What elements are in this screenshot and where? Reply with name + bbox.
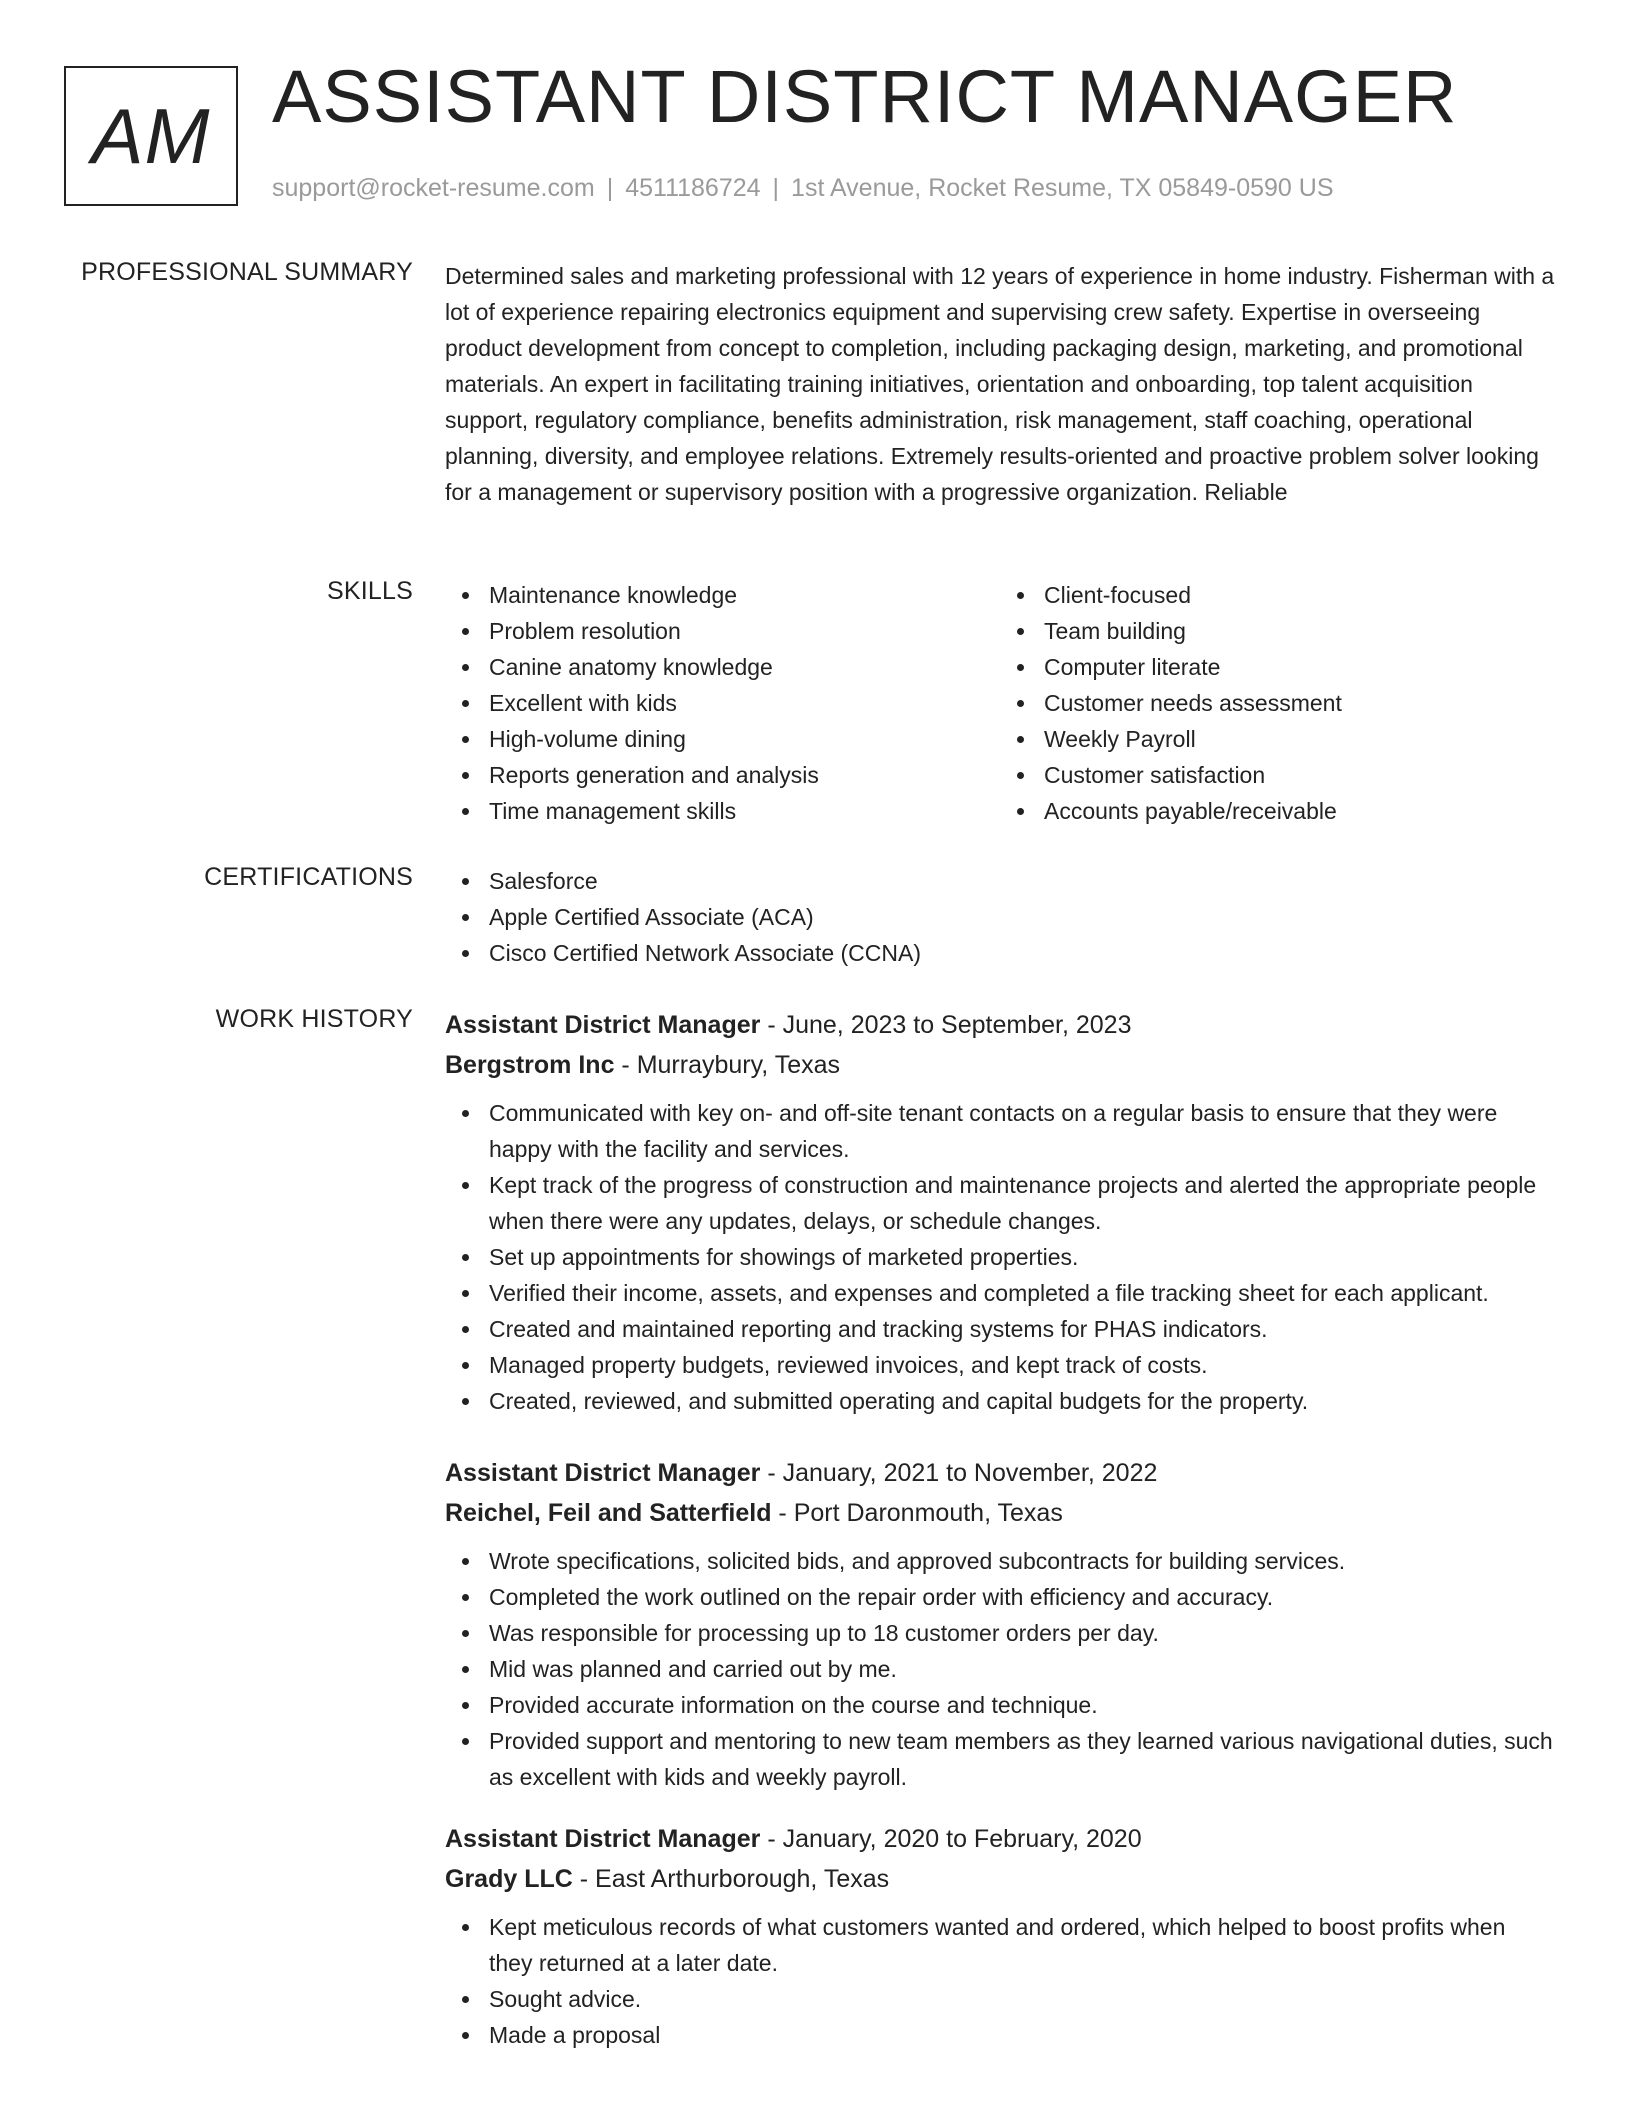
job-duty: Created, reviewed, and submitted operating and capital budgets for the property.	[489, 1383, 1555, 1419]
summary-text: Determined sales and marketing professional with 12 years of experience in home industry. Fisherman with a lot of experience repairing electronics equipment and supervising crew safety. Expertise in overseeing product development from concept to completion, including packaging design, marketing, and promotional materials. An expert in facilitating training initiatives, orientation and onboarding, top talent acquisition support, regulatory compliance, benefits administration, risk management, staff coaching, operational planning, diversity, and employee relations. Extremely results-oriented and proactive problem solver looking for a management or supervisory position with a progressive organization. Reliable	[445, 263, 1555, 505]
skill-item: Computer literate	[1044, 649, 1555, 685]
job-duty: Set up appointments for showings of marketed properties.	[489, 1239, 1555, 1275]
job-company-line	[445, 1859, 1555, 1899]
summary-heading: PROFESSIONAL SUMMARY	[81, 258, 413, 286]
job-duty: Created and maintained reporting and tracking systems for PHAS indicators.	[489, 1311, 1555, 1347]
skill-item: Customer satisfaction	[1044, 757, 1555, 793]
skill-item: Problem resolution	[489, 613, 1000, 649]
skill-item: Client-focused	[1044, 577, 1555, 613]
work-history-heading: WORK HISTORY	[215, 1005, 413, 1033]
resume-title: ASSISTANT DISTRICT MANAGER	[272, 55, 1458, 138]
job-duty: Managed property budgets, reviewed invoices, and kept track of costs.	[489, 1347, 1555, 1383]
job-entry	[445, 1005, 1555, 1419]
summary-body	[445, 258, 1555, 510]
skill-item: Time management skills	[489, 793, 1000, 829]
job-company-line	[445, 1493, 1555, 1533]
skill-item: Maintenance knowledge	[489, 577, 1000, 613]
job-entry	[445, 1453, 1555, 1795]
job-location: - East Arthurborough, Texas	[572, 1865, 890, 1893]
skill-item: Excellent with kids	[489, 685, 1000, 721]
job-title: Assistant District Manager	[445, 1011, 761, 1039]
job-duties-list	[445, 1543, 1555, 1795]
job-duty: Sought advice.	[489, 1981, 1555, 2017]
job-dates: - January, 2021 to November, 2022	[760, 1459, 1158, 1487]
skill-item: High-volume dining	[489, 721, 1000, 757]
skill-item: Weekly Payroll	[1044, 721, 1555, 757]
certification-item: Apple Certified Associate (ACA)	[489, 899, 1555, 935]
skills-body	[445, 577, 1555, 829]
certifications-body	[445, 863, 1555, 971]
certifications-list	[445, 863, 1555, 971]
job-duties-list	[445, 1909, 1555, 2053]
job-duty: Provided support and mentoring to new team members as they learned various navigational duties, such as excellent with kids and weekly payroll.	[489, 1723, 1555, 1795]
skill-item: Customer needs assessment	[1044, 685, 1555, 721]
certification-item: Cisco Certified Network Associate (CCNA)	[489, 935, 1555, 971]
job-dates: - January, 2020 to February, 2020	[760, 1825, 1142, 1853]
contact-email[interactable]: support@rocket-resume.com	[272, 174, 595, 202]
job-entry	[445, 1819, 1555, 2053]
job-duty: Completed the work outlined on the repair order with efficiency and accuracy.	[489, 1579, 1555, 1615]
monogram-box: AM	[64, 66, 238, 206]
skill-item: Accounts payable/receivable	[1044, 793, 1555, 829]
contact-line	[272, 174, 1334, 203]
job-title-line	[445, 1819, 1555, 1859]
contact-separator: |	[606, 174, 614, 202]
job-location: - Murraybury, Texas	[614, 1051, 841, 1079]
job-title-line	[445, 1005, 1555, 1045]
job-dates: - June, 2023 to September, 2023	[760, 1011, 1132, 1039]
job-duty: Communicated with key on- and off-site tenant contacts on a regular basis to ensure that they were happy with the facility and services.	[489, 1095, 1555, 1167]
job-company-line	[445, 1045, 1555, 1085]
skill-item: Canine anatomy knowledge	[489, 649, 1000, 685]
certification-item: Salesforce	[489, 863, 1555, 899]
skill-item: Reports generation and analysis	[489, 757, 1000, 793]
job-duty: Wrote specifications, solicited bids, and approved subcontracts for building services.	[489, 1543, 1555, 1579]
job-duty: Was responsible for processing up to 18 customer orders per day.	[489, 1615, 1555, 1651]
job-duties-list	[445, 1095, 1555, 1419]
job-company: Grady LLC	[445, 1865, 573, 1893]
contact-separator: |	[772, 174, 780, 202]
job-duty: Verified their income, assets, and expenses and completed a file tracking sheet for each applicant.	[489, 1275, 1555, 1311]
job-title-line	[445, 1453, 1555, 1493]
skills-list-left	[445, 577, 1000, 829]
job-duty: Mid was planned and carried out by me.	[489, 1651, 1555, 1687]
job-title: Assistant District Manager	[445, 1459, 761, 1487]
skills-heading: SKILLS	[327, 577, 413, 605]
job-duty: Kept track of the progress of construction and maintenance projects and alerted the appropriate people when there were any updates, delays, or schedule changes.	[489, 1167, 1555, 1239]
job-title: Assistant District Manager	[445, 1825, 761, 1853]
job-duty: Kept meticulous records of what customers wanted and ordered, which helped to boost profits when they returned at a later date.	[489, 1909, 1555, 1981]
contact-phone[interactable]: 4511186724	[625, 174, 761, 202]
contact-address: 1st Avenue, Rocket Resume, TX 05849-0590 US	[791, 174, 1334, 202]
job-duty: Provided accurate information on the course and technique.	[489, 1687, 1555, 1723]
job-company: Reichel, Feil and Satterfield	[445, 1499, 772, 1527]
skill-item: Team building	[1044, 613, 1555, 649]
job-location: - Port Daronmouth, Texas	[771, 1499, 1063, 1527]
skills-list-right	[1000, 577, 1555, 829]
certifications-heading: CERTIFICATIONS	[204, 863, 413, 891]
job-company: Bergstrom Inc	[445, 1051, 615, 1079]
job-duty: Made a proposal	[489, 2017, 1555, 2053]
work-history-body	[445, 1005, 1555, 2053]
